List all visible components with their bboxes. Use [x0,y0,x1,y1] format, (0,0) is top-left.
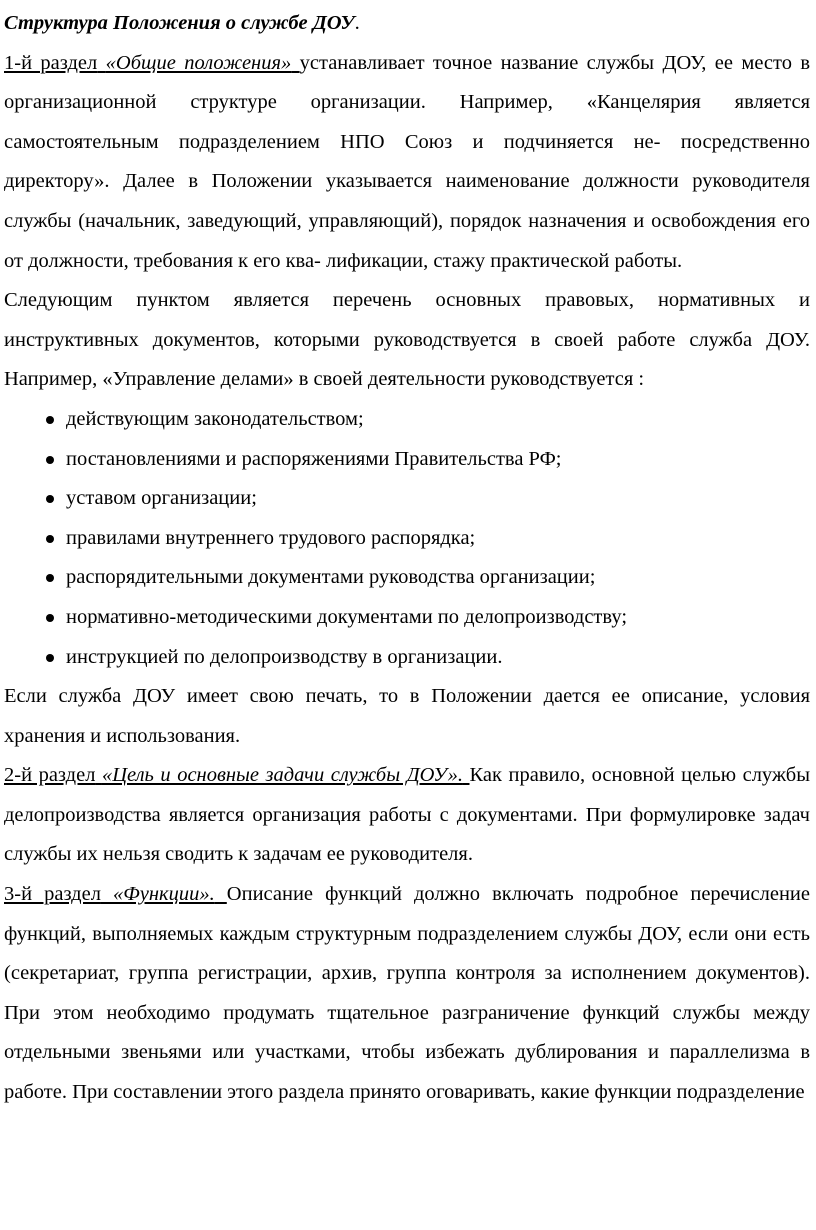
documents-intro-paragraph: Следующим пунктом является перечень основных правовых, нормативных и инструктивных документов, которыми руководствуется в своей работе служба ДОУ. Например, «Управление делами» в своей деятельности руководствуется : [4,289,810,391]
section-3-text: Описание функций должно включать подробное перечисление функций, выполняемых каждым структурным подразделением службы ДОУ, если они есть (секретариат, группа регистрации, архив, группа контроля за исполнением документов). При этом необходимо продумать тщательное разграничение функций службы между отдельными звеньями или участками, чтобы избежать дублирования и параллелизма в работе. При составлении этого раздела принято оговаривать, какие функции подразделение [4,883,811,1104]
list-item: распорядительными документами руководства организации; [46,558,810,598]
list-item: правилами внутреннего трудового распорядка; [46,519,810,559]
list-item: нормативно-методическими документами по делопроизводству; [46,598,810,638]
section-3-name: «Функции». [113,883,215,906]
bullet-icon [46,574,54,582]
section-2-name: «Цель и основные задачи службы ДОУ». [101,764,463,787]
section-3-label: 3-й раздел [4,883,101,906]
list-item: инструкцией по делопроизводству в организации. [46,638,810,678]
bullet-icon [46,535,54,543]
section-2-label: 2-й раздел [4,764,96,787]
documents-list [4,400,810,677]
title-text: Структура Положения о службе ДОУ [4,12,355,34]
bullet-icon [46,614,54,622]
bullet-icon [46,495,54,503]
bullet-icon [46,456,54,464]
list-item: постановлениями и распоряжениями Правительства РФ; [46,440,810,480]
bullet-icon [46,416,54,424]
section-2-text: Как правило, основной целью службы делопроизводства является организация работы с документами. При формулировке задач службы их нельзя сводить к задачам ее руководителя. [4,764,811,866]
section-3-paragraph [4,875,810,1113]
title-suffix: . [354,12,360,34]
list-item: действующим законодательством; [46,400,810,440]
section-1-paragraph [4,44,810,282]
bullet-icon [46,654,54,662]
section-1-label: 1-й раздел [4,51,98,74]
document-title [4,4,810,44]
list-item: уставом организации; [46,479,810,519]
section-2-paragraph [4,756,810,875]
section-1-name: «Общие положения» [105,51,292,74]
seal-paragraph: Если служба ДОУ имеет свою печать, то в Положении дается ее описание, условия хранения и использования. [4,685,810,747]
section-1-text: устанавливает точное название службы ДОУ, ее место в организационной структуре организации. Например, «Канцелярия является самостоятельным подразделением НПО Союз и подчиняется не- посредственно директору». Далее в Положении указывается наименование должности руководителя службы (начальник, заведующий, управляющий), порядок назначения и освобождения его от должности, требования к его ква- лификации, стажу практической работы. [4,51,811,272]
